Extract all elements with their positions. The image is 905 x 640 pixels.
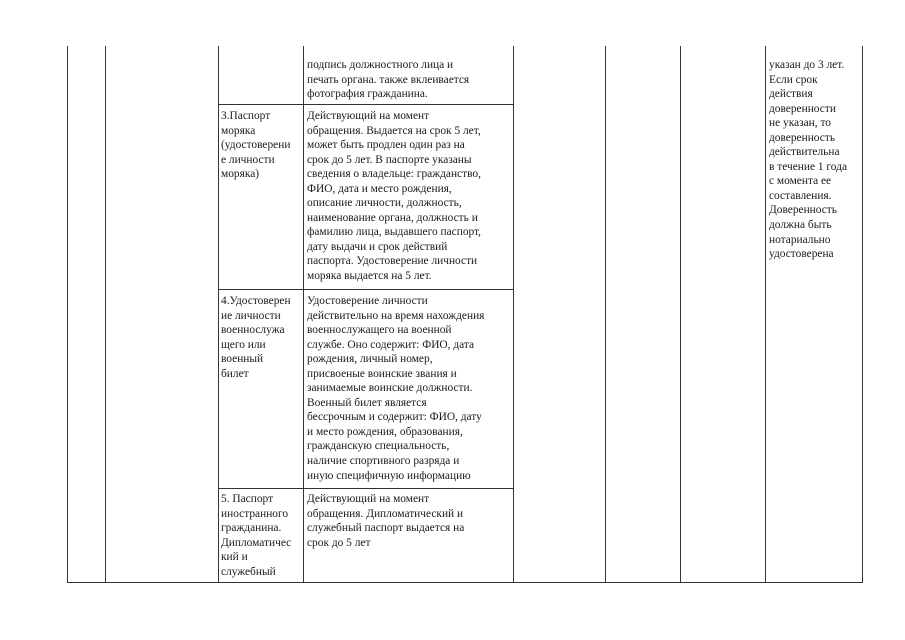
column-border <box>67 46 68 583</box>
document-description-cell: Действующий на момент обращения. Дипломатический и служебный паспорт выдается на срок до 5 лет <box>307 493 465 549</box>
document-name-cell: 4.Удостоверен ие личности военнослужа щего или военный билет <box>221 295 291 380</box>
column-border <box>680 46 681 583</box>
column-border <box>862 46 863 583</box>
column-border <box>303 46 304 583</box>
column-border <box>105 46 106 583</box>
power-of-attorney-note-cell: указан до 3 лет. Если срок действия доверенности не указан, то доверенность действительна в течение 1 года с момента ее составления. Доверенность должна быть нотариально удостоверена <box>769 59 848 261</box>
document-description-cell: Удостоверение личности действительно на время нахождения военнослужащего на военной службе. Оно содержит: ФИО, дата рождения, личный номер, присвоеные воинские звания и занимаемые воинские должности. Военный билет является бессрочным и содержит: ФИО, дату и место рождения, образования, гражданскую специальность, наличие спортивного разряда и иную специфичную информацию <box>307 295 485 482</box>
column-border <box>513 46 514 583</box>
row-border <box>218 104 514 105</box>
document-name-cell: 5. Паспорт иностранного гражданина. Дипломатичес кий и служебный <box>221 493 292 578</box>
table-bottom-border <box>67 582 863 583</box>
document-name-cell: 3.Паспорт моряка (удостоверени е личности моряка) <box>221 110 291 181</box>
column-border <box>218 46 219 583</box>
continuation-description-cell: подпись должностного лица и печать органа. также вклеивается фотография гражданина. <box>307 59 470 101</box>
document-description-cell: Действующий на момент обращения. Выдается на срок 5 лет, может быть продлен один раз на срок до 5 лет. В паспорте указаны сведения о владельце: гражданство, ФИО, дата и место рождения, описание личности, должность, наименование органа, должность и фамилию лица, выдавшего паспорт, дату выдачи и срок действий паспорта. Удостоверение личности моряка выдается на 5 лет. <box>307 110 482 283</box>
column-border <box>765 46 766 583</box>
row-border <box>218 289 514 290</box>
column-border <box>605 46 606 583</box>
row-border <box>218 488 514 489</box>
